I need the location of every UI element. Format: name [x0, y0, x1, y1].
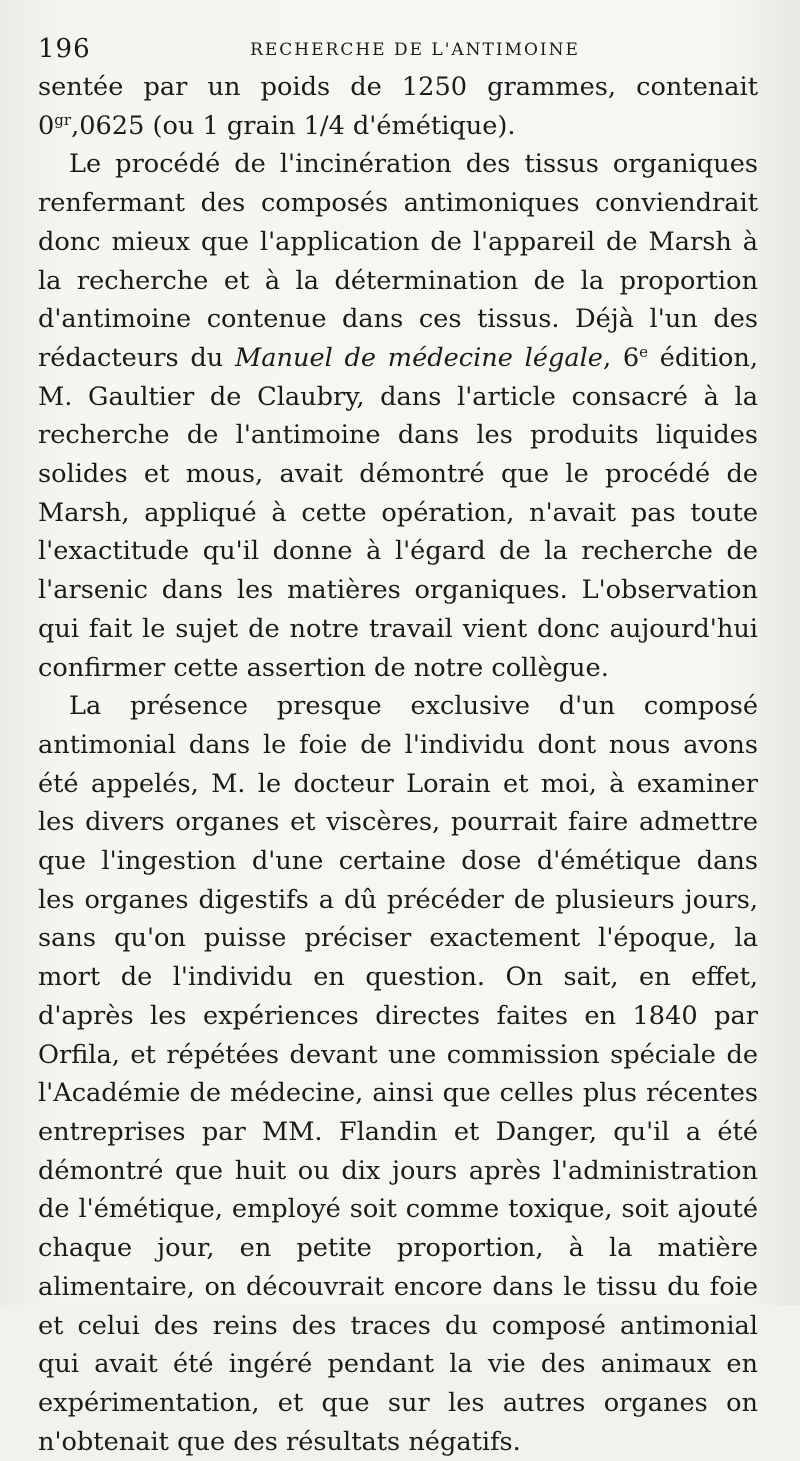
body-text	[38, 68, 758, 1461]
page-number: 196	[38, 34, 91, 64]
page-header	[38, 34, 752, 64]
paragraph-2: Le procédé de l'incinération des tissus organiques renfermant des composés antimoniques conviendrait donc mieux que l'application de l'appareil de Marsh à la recherche et à la détermination de la proportion d'antimoine contenue dans ces tissus. Déjà l'un des rédacteurs du Manuel de médecine légale, 6e édition, M. Gaultier de Claubry, dans l'article consacré à la recherche de l'antimoine dans les produits liquides solides et mous, avait démontré que le procédé de Marsh, appliqué à cette opération, n'avait pas toute l'exactitude qu'il donne à l'égard de la recherche de l'arsenic dans les matières organiques. L'observation qui fait le sujet de notre travail vient donc aujourd'hui confirmer cette assertion de notre collègue.	[38, 149, 758, 683]
running-head: RECHERCHE DE L'ANTIMOINE	[250, 40, 580, 60]
book-title: Manuel de médecine légale	[235, 342, 603, 373]
paragraph-1: sentée par un poids de 1250 grammes, contenait $0^{gr},0625$ (ou 1 grain 1/4 d'émétique).	[38, 72, 758, 141]
paragraph-3: La présence presque exclusive d'un composé antimonial dans le foie de l'individu dont nous avons été appelés, M. le docteur Lorain et moi, à examiner les divers organes et viscères, pourrait faire admettre que l'ingestion d'une certaine dose d'émétique dans les organes digestifs a dû précéder de plusieurs jours, sans qu'on puisse préciser exactement l'époque, la mort de l'individu en question. On sait, en effet, d'après les expériences directes faites en 1840 par Orfila, et répétées devant une commission spéciale de l'Académie de médecine, ainsi que celles plus récentes entreprises par MM. Flandin et Danger, qu'il a été démontré que huit ou dix jours après l'administration de l'émétique, employé soit comme toxique, soit ajouté chaque jour, en petite proportion, à la matière alimentaire, on découvrait encore dans le tissu du foie et celui des reins des traces du composé antimonial qui avait été ingéré pendant la vie des animaux en expérimentation, et que sur les autres organes on n'obtenait que des résultats négatifs.	[38, 691, 758, 1457]
